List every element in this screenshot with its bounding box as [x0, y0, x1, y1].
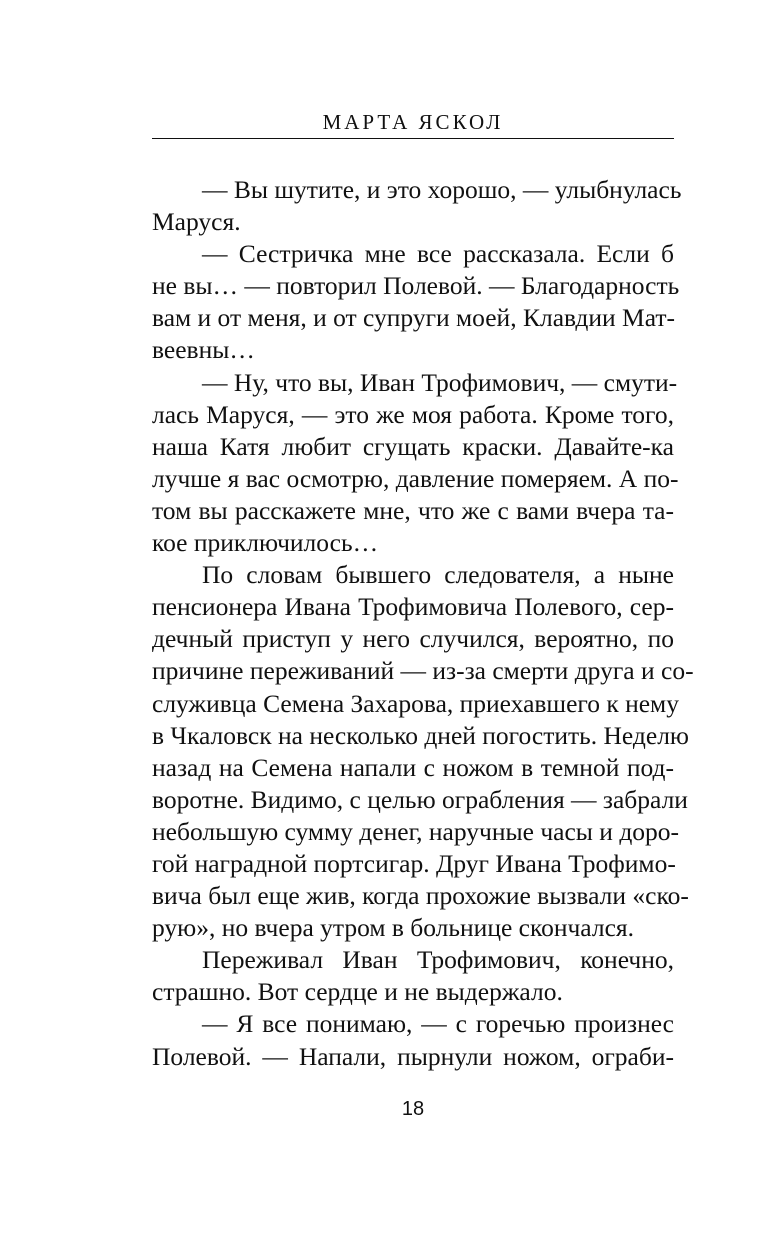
text-line: том вы расскажете мне, что же с вами вчера та-	[152, 495, 674, 525]
text-line: Полевой. — Напали, пырнули ножом, ограби-	[152, 1041, 674, 1071]
text-line: — Ну, что вы, Иван Трофимович, — смути-	[202, 367, 678, 397]
text-line: пенсионера Ивана Трофимовича Полевого, сер-	[152, 592, 674, 622]
text-line: лучше я вас осмотрю, давление померяем. А по-	[152, 463, 679, 493]
running-head: МАРТА ЯСКОЛ	[322, 110, 504, 134]
header-rule	[152, 138, 674, 139]
text-line: По словам бывшего следователя, а ныне	[202, 560, 674, 590]
text-line: — Сестричка мне все рассказала. Если б	[202, 239, 674, 269]
text-line: назад на Семена напали с ножом в темной под-	[152, 752, 674, 782]
text-line: гой наградной портсигар. Друг Ивана Трофимо-	[152, 848, 676, 878]
text-line: лась Маруся, — это же моя работа. Кроме того,	[152, 399, 674, 429]
text-line: вича был еще жив, когда прохожие вызвали «ско-	[152, 881, 689, 911]
text-line: служивца Семена Захарова, приехавшего к нему	[152, 688, 679, 718]
text-line: воротне. Видимо, с целью ограбления — забрали	[152, 784, 688, 814]
text-line: Маруся.	[152, 207, 241, 237]
text-line: причине переживаний — из-за смерти друга и со-	[152, 656, 694, 686]
text-line: небольшую сумму денег, наручные часы и доро-	[152, 816, 680, 846]
text-line: — Вы шутите, и это хорошо, — улыбнулась	[202, 175, 682, 204]
body-text	[152, 174, 694, 1073]
text-line: не вы… — повторил Полевой. — Благодарность	[152, 271, 680, 301]
text-line: дечный приступ у него случился, вероятно, по	[152, 624, 674, 654]
text-line: в Чкаловск на несколько дней погостить. Неделю	[152, 720, 689, 750]
text-line: веевны…	[152, 335, 255, 365]
text-line: — Я все понимаю, — с горечью произнес	[202, 1009, 674, 1039]
text-line: Переживал Иван Трофимович, конечно,	[202, 945, 674, 975]
text-line: наша Катя любит сгущать краски. Давайте-ка	[152, 431, 674, 461]
text-line: рую», но вчера утром в больнице скончался.	[152, 913, 634, 943]
page-number: 18	[401, 1098, 425, 1120]
text-line: вам и от меня, и от супруги моей, Клавдии Мат-	[152, 303, 676, 333]
text-line: кое приключилось…	[152, 528, 379, 558]
text-line: страшно. Вот сердце и не выдержало.	[152, 977, 563, 1007]
